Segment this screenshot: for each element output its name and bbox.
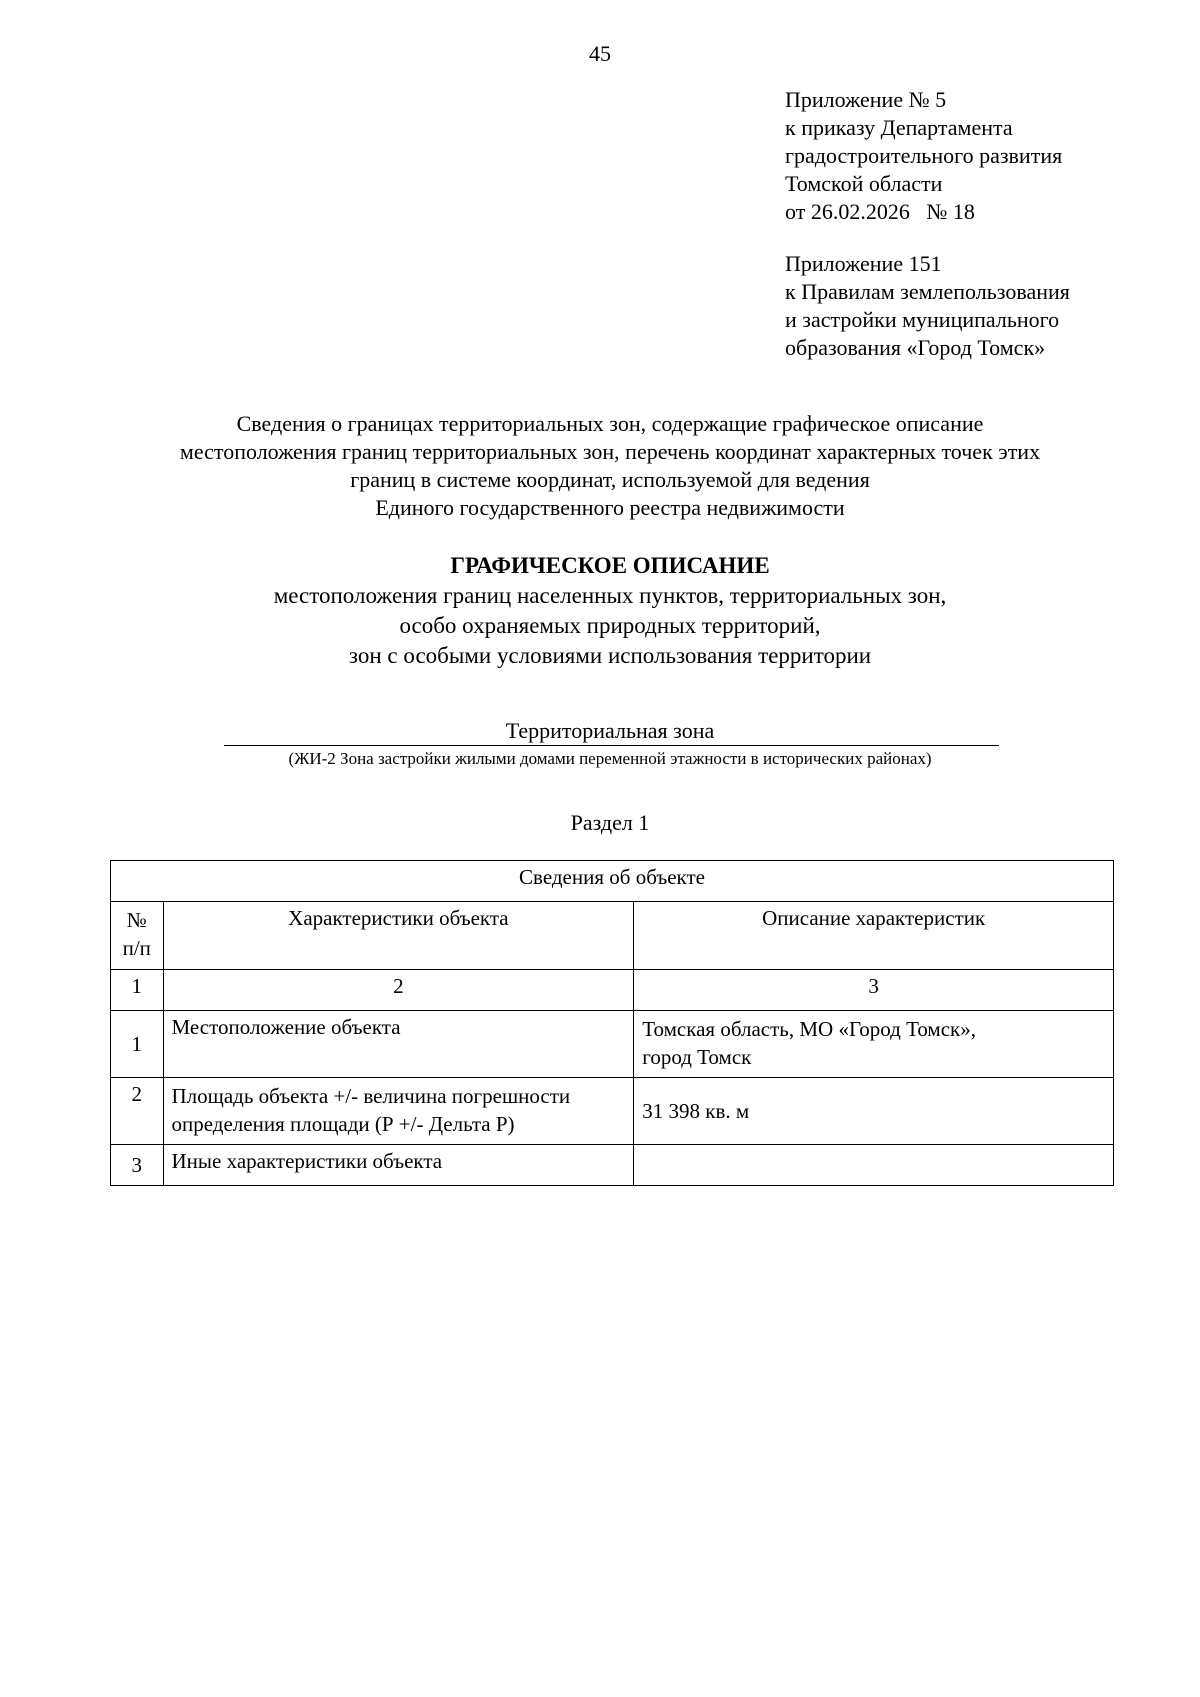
row-value: [634, 1011, 1114, 1078]
table-header-row: [111, 902, 1114, 970]
row-value-line: Томская область, МО «Город Томск»,: [642, 1017, 976, 1041]
appendix-rules-line: Приложение 151: [785, 251, 942, 276]
appendix-rules-line: образования «Город Томск»: [785, 335, 1046, 360]
intro-line: Сведения о границах территориальных зон, содержащие графическое описание: [236, 411, 984, 436]
heading-subtitle-line: зон с особыми условиями использования территории: [348, 643, 872, 668]
row-characteristic-line: определения площади (Р +/- Дельта Р): [171, 1112, 515, 1136]
zone-underline: [224, 745, 999, 746]
page-number: 45: [589, 41, 611, 66]
row-value-line: город Томск: [642, 1045, 752, 1069]
table-row: [111, 1011, 1114, 1078]
header-num: [111, 902, 164, 970]
table-column-number-row: [111, 970, 1114, 1011]
row-characteristic: Иные характеристики объекта: [163, 1145, 634, 1186]
header-num-line: №: [126, 908, 147, 932]
intro-line: Единого государственного реестра недвижимости: [375, 495, 845, 520]
section-label: Раздел 1: [570, 810, 650, 835]
heading-title: ГРАФИЧЕСКОЕ ОПИСАНИЕ: [450, 553, 770, 578]
appendix-order-line: от 26.02.2026 № 18: [785, 199, 975, 224]
table-row: [111, 1145, 1114, 1186]
appendix-order-block: [785, 86, 1062, 226]
appendix-rules-line: к Правилам землепользования: [785, 279, 1070, 304]
appendix-order-line: градостроительного развития: [785, 143, 1063, 168]
header-description: Описание характеристик: [634, 902, 1114, 970]
zone-description: (ЖИ-2 Зона застройки жилыми домами переменной этажности в исторических районах): [288, 749, 932, 768]
appendix-order-line: Приложение № 5: [785, 87, 947, 112]
heading-block: [0, 551, 1200, 671]
heading-subtitle-line: особо охраняемых природных территорий,: [399, 613, 821, 638]
row-number: 3: [111, 1145, 164, 1186]
appendix-order-line: Томской области: [785, 171, 943, 196]
object-info-table: [110, 860, 1114, 1186]
intro-line: границ в системе координат, используемой для ведения: [350, 467, 870, 492]
appendix-rules-line: и застройки муниципального: [785, 307, 1060, 332]
header-characteristics: Характеристики объекта: [163, 902, 634, 970]
intro-line: местоположения границ территориальных зон, перечень координат характерных точек этих: [179, 439, 1041, 464]
appendix-rules-block: [785, 250, 1070, 362]
column-number: 1: [111, 970, 164, 1011]
row-characteristic: Местоположение объекта: [163, 1011, 634, 1078]
row-number: 2: [111, 1078, 164, 1145]
row-number: 1: [111, 1011, 164, 1078]
column-number: 2: [163, 970, 634, 1011]
row-characteristic-line: Площадь объекта +/- величина погрешности: [171, 1084, 571, 1108]
row-characteristic: [163, 1078, 634, 1145]
zone-label: Территориальная зона: [505, 718, 715, 743]
appendix-order-line: к приказу Департамента: [785, 115, 1013, 140]
header-num-line: п/п: [122, 936, 151, 960]
table-title-row: [111, 861, 1114, 902]
intro-paragraph: [0, 410, 1200, 522]
table-row: [111, 1078, 1114, 1145]
table-title: Сведения об объекте: [111, 861, 1114, 902]
column-number: 3: [634, 970, 1114, 1011]
heading-subtitle-line: местоположения границ населенных пунктов, территориальных зон,: [273, 583, 947, 608]
row-value: [634, 1145, 1114, 1186]
row-value: 31 398 кв. м: [634, 1078, 1114, 1145]
